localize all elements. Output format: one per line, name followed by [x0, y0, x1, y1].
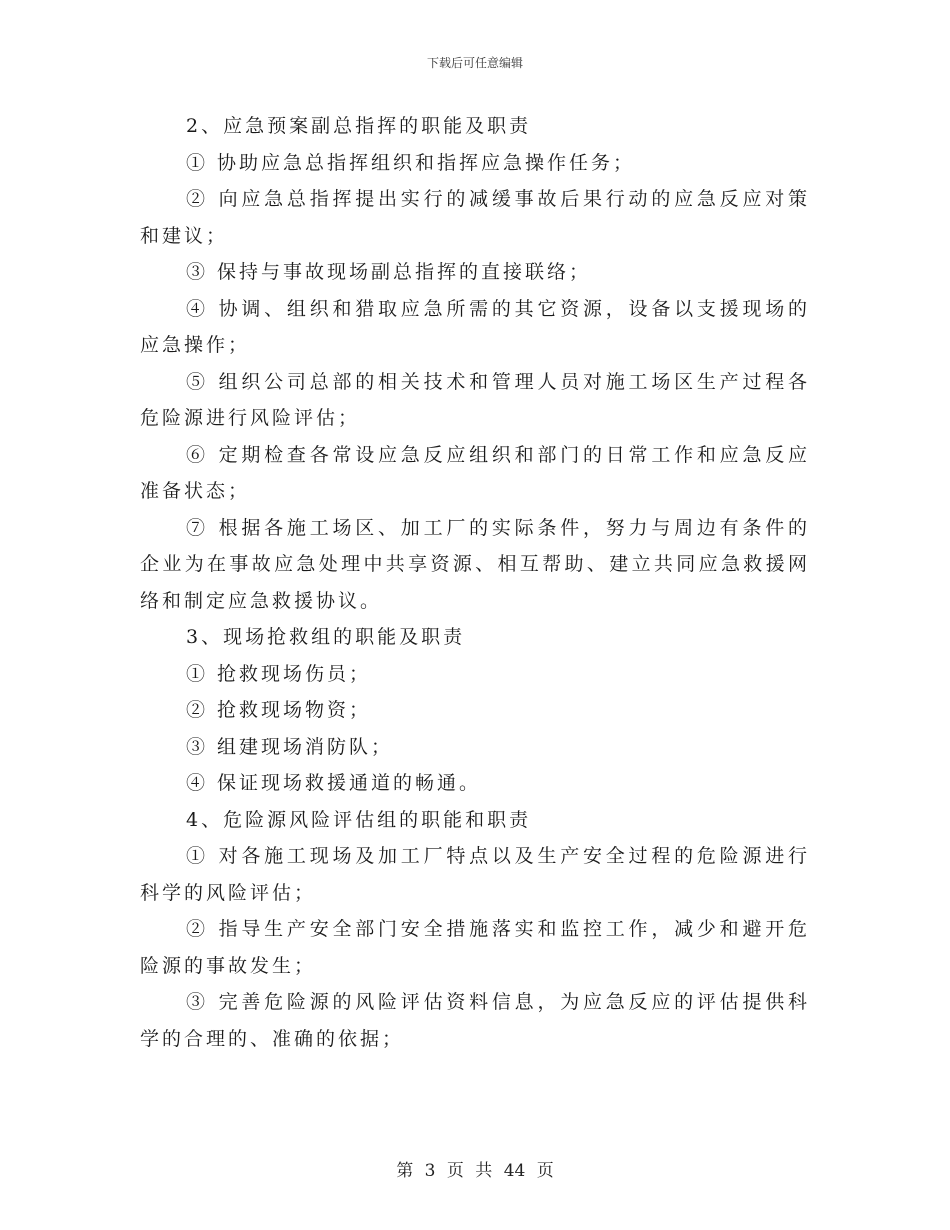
- paragraph: ① 对各施工现场及加工厂特点以及生产安全过程的危险源进行科学的风险评估；: [140, 845, 810, 904]
- paragraph: ④ 协调、组织和猎取应急所需的其它资源，设备以支援现场的应急操作；: [140, 297, 810, 356]
- paragraph: 4、危险源风险评估组的职能和职责: [186, 808, 532, 831]
- page-header-note: 下载后可任意编辑: [426, 56, 523, 70]
- paragraph: 3、现场抢救组的职能及职责: [186, 626, 466, 648]
- paragraph: ③ 完善危险源的风险评估资料信息，为应急反应的评估提供科学的合理的、准确的依据；: [140, 991, 810, 1050]
- paragraph: ① 抢救现场伤员；: [186, 662, 372, 685]
- paragraph: ④ 保证现场救援通道的畅通。: [186, 772, 482, 794]
- paragraph: ② 指导生产安全部门安全措施落实和监控工作，减少和避开危险源的事故发生；: [140, 918, 810, 977]
- paragraph: ③ 组建现场消防队；: [186, 735, 394, 758]
- paragraph: 2、应急预案副总指挥的职能及职责: [186, 115, 532, 137]
- paragraph: ⑤ 组织公司总部的相关技术和管理人员对施工场区生产过程各危险源进行风险评估；: [140, 370, 810, 429]
- paragraph: ③ 保持与事故现场副总指挥的直接联络；: [186, 261, 592, 283]
- paragraph: ⑥ 定期检查各常设应急反应组织和部门的日常工作和应急反应准备状态；: [140, 443, 810, 502]
- paragraph: ⑦ 根据各施工场区、加工厂的实际条件，努力与周边有条件的企业为在事故应急处理中共享资源、相互帮助、建立共同应急救援网络和制定应急救援协议。: [140, 516, 810, 612]
- paragraph: ② 抢救现场物资；: [186, 699, 372, 721]
- paragraph: ① 协助应急总指挥组织和指挥应急操作任务；: [186, 151, 636, 174]
- page-number-footer: 第 3 页 共 44 页: [396, 1161, 554, 1181]
- document-body: [140, 108, 810, 1057]
- paragraph: ② 向应急总指挥提出实行的减缓事故后果行动的应急反应对策和建议；: [140, 188, 810, 247]
